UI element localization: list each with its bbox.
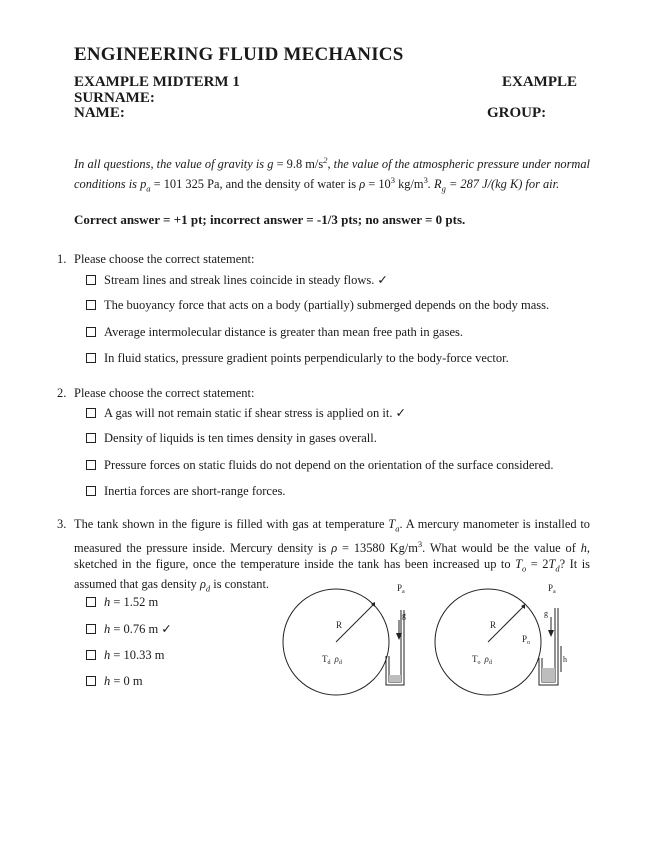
left-temp-label: $T_d$ $\rho_d$ [322,654,342,666]
exam-label-right: EXAMPLE [502,74,577,90]
answer-checkbox[interactable] [86,275,96,285]
right-h-label: h [563,655,567,664]
q2-option-2: Density of liquids is ten times density in gases overall. [86,431,377,446]
q1-option-1: Stream lines and streak lines coincide in steady flows. ✓ [86,272,388,288]
course-title: ENGINEERING FLUID MECHANICS [74,44,404,65]
scoring-rule: Correct answer = +1 pt; incorrect answer = -1/3 pts; no answer = 0 pts. [74,212,466,227]
answer-checkbox[interactable] [86,676,96,686]
q2-option-3: Pressure forces on static fluids do not depend on the orientation of the surface considered. [86,458,554,473]
right-temp-label: $T_o$ $\rho_d$ [472,654,492,666]
surname-label: SURNAME: [74,90,155,106]
correct-check-icon: ✓ [161,622,172,636]
q1-option-2: The buoyancy force that acts on a body (partially) submerged depends on the body mass. [86,298,549,313]
question-2-prompt: Please choose the correct statement: [74,386,255,400]
right-mercury [542,668,555,682]
instructions: In all questions, the value of gravity is g = 9.8 $m/s^2$, the value of the atmospheric pressure under normal conditions is $p_a = 101$ 325 Pa, and the density of water is $\rho = 10^3$ $kg/m^3$. $R_g = 287$ J/(kg K) for air. [74,155,590,194]
name-label: NAME: [74,105,125,121]
question-3-number: 3. [57,517,67,531]
q2-option-4: Inertia forces are short-range forces. [86,484,286,499]
right-gravity-arrowhead [548,630,554,637]
answer-checkbox[interactable] [86,597,96,607]
exam-name: EXAMPLE MIDTERM 1 [74,74,240,90]
left-R-label: R [336,620,343,630]
question-2-number: 2. [57,386,67,400]
q3-option-1: h = 1.52 m [86,595,158,610]
answer-checkbox[interactable] [86,353,96,363]
q3-option-4: h = 0 m [86,674,143,689]
question-1-prompt: Please choose the correct statement: [74,252,255,266]
answer-checkbox[interactable] [86,650,96,660]
q2-option-1: A gas will not remain static if shear stress is applied on it. ✓ [86,405,406,421]
correct-check-icon: ✓ [395,406,406,420]
group-label: GROUP: [487,105,547,121]
left-mercury [389,675,401,682]
answer-checkbox[interactable] [86,300,96,310]
q1-option-3: Average intermolecular distance is greater than mean free path in gases. [86,325,463,340]
question-1-number: 1. [57,252,67,266]
correct-check-icon: ✓ [377,273,388,287]
right-g-label: g [544,609,548,618]
tank-manometer-figure [278,580,578,700]
q1-option-4: In fluid statics, pressure gradient points perpendicularly to the body-force vector. [86,351,509,366]
answer-checkbox[interactable] [86,433,96,443]
left-g-label: g [402,611,406,620]
left-pa-label: $P_a$ [397,583,405,595]
answer-checkbox[interactable] [86,486,96,496]
answer-checkbox[interactable] [86,327,96,337]
right-R-label: R [490,620,497,630]
q3-option-3: h = 10.33 m [86,648,165,663]
right-po-label: $P_o$ [522,634,531,646]
answer-checkbox[interactable] [86,408,96,418]
answer-checkbox[interactable] [86,460,96,470]
q3-option-2: h = 0.76 m ✓ [86,621,172,637]
answer-checkbox[interactable] [86,624,96,634]
right-pa-label: $P_a$ [548,583,556,595]
question-3-prompt: The tank shown in the figure is filled with gas at temperature $T_a$. A mercury manometer is installed to measured the pressure inside. Mercury density is ρ = 13580 $Kg/m^3$. What would be the value of h, sketched in the figure, once the temperature inside the tank has been increased up to $T_o = 2T_d$? It is assumed that gas density $\rho_d$ is constant. [74,517,590,594]
